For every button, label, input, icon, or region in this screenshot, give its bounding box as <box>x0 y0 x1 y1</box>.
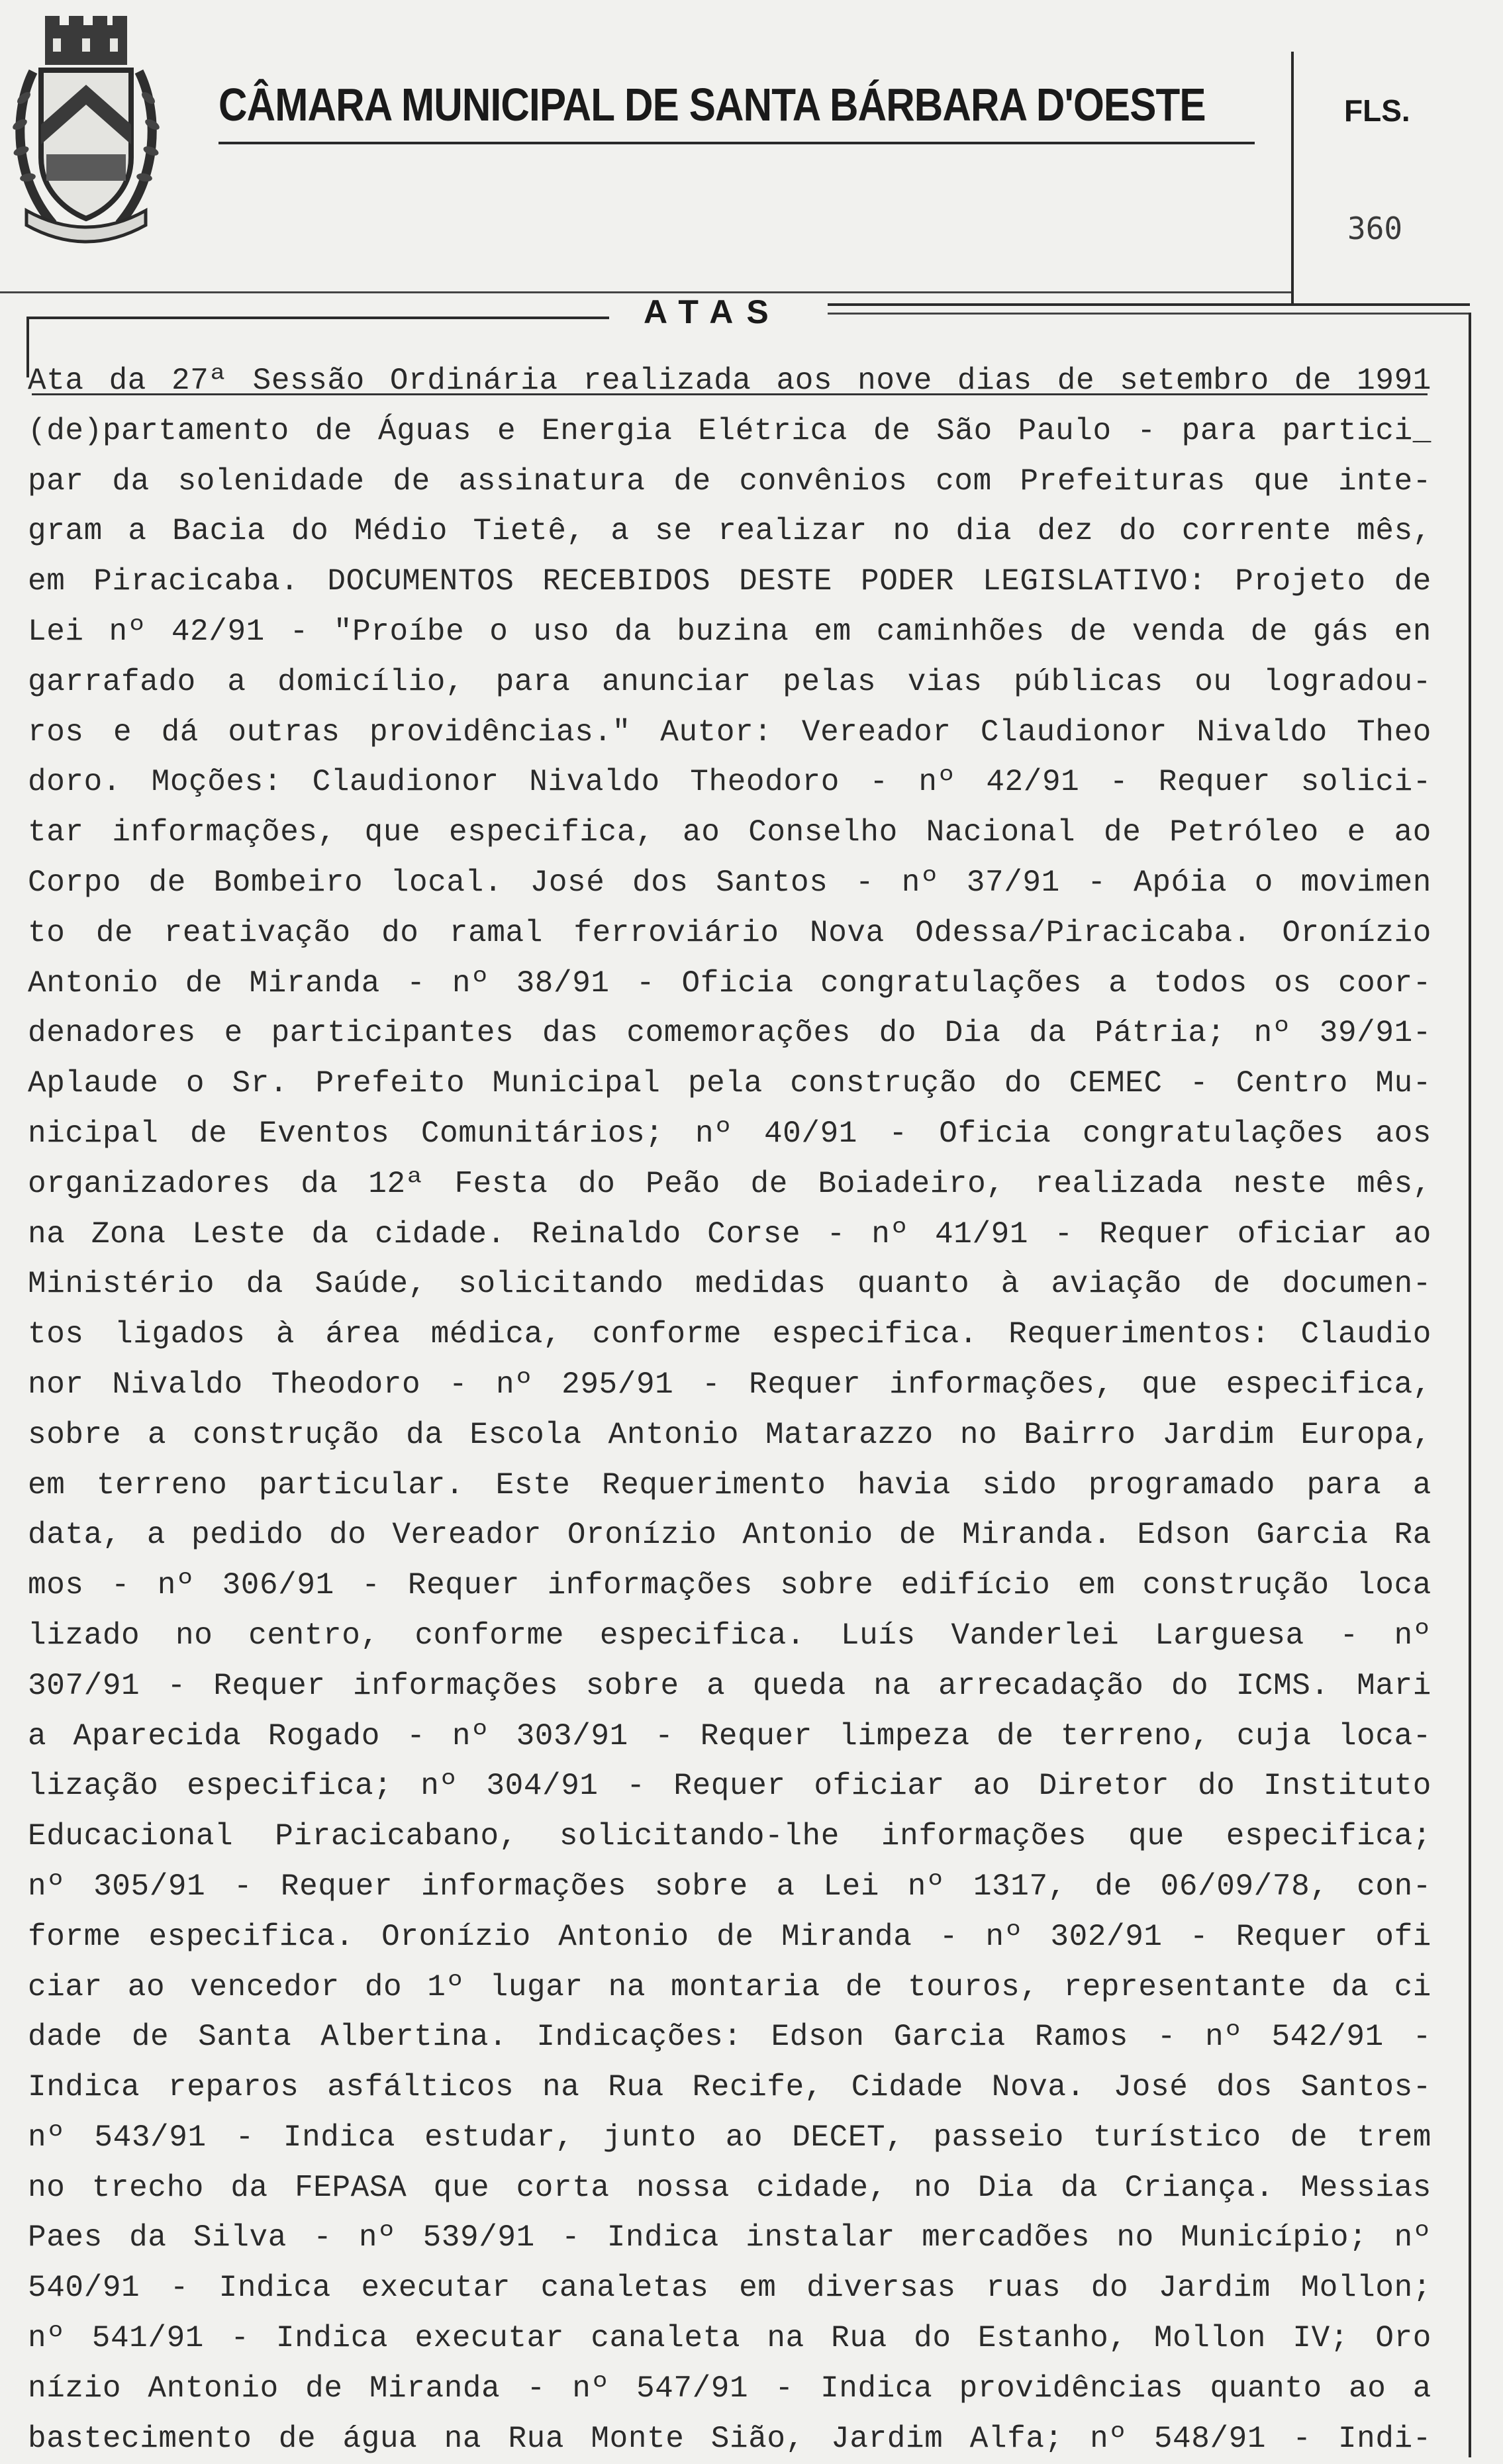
text-line: dade de Santa Albertina. Indicações: Edson Garcia Ramos - nº 542/91 - <box>28 2020 1431 2055</box>
text-line: nº 305/91 - Requer informações sobre a Lei nº 1317, de 06/09/78, con- <box>28 1869 1431 1904</box>
header-divider <box>1291 52 1294 303</box>
text-line: Lei nº 42/91 - "Proíbe o uso da buzina em caminhões de venda de gás en <box>28 614 1431 649</box>
text-line: Corpo de Bombeiro local. José dos Santos - nº 37/91 - Apóia o movimen <box>28 865 1431 900</box>
text-line: ciar ao vencedor do 1º lugar na montaria de touros, representante da ci <box>28 1969 1431 2004</box>
text-line: na Zona Leste da cidade. Reinaldo Corse - nº 41/91 - Requer oficiar ao <box>28 1216 1431 1252</box>
text-line: garrafado a domicílio, para anunciar pelas vias públicas ou logradou- <box>28 664 1431 699</box>
text-line: nº 541/91 - Indica executar canaleta na Rua do Estanho, Mollon IV; Oro <box>28 2321 1431 2356</box>
section-title: ATAS <box>644 293 782 330</box>
text-line: 307/91 - Requer informações sobre a queda na arrecadação do ICMS. Mari <box>28 1668 1431 1703</box>
text-line: em terreno particular. Este Requerimento havia sido programado para a <box>28 1467 1431 1503</box>
band-line-right-upper <box>828 313 1470 315</box>
text-line: nízio Antonio de Miranda - nº 547/91 - Indica providências quanto ao a <box>28 2371 1431 2406</box>
band-line-left <box>26 317 609 319</box>
folio-label: FLS. <box>1344 93 1410 128</box>
text-line: data, a pedido do Vereador Oronízio Antonio de Miranda. Edson Garcia Ra <box>28 1518 1431 1553</box>
municipal-crest-icon <box>7 12 166 250</box>
text-line: to de reativação do ramal ferroviário Nova Odessa/Piracicaba. Oronízio <box>28 915 1431 950</box>
institution-name: CÂMARA MUNICIPAL DE SANTA BÁRBARA D'OESTE <box>218 79 1206 130</box>
text-line: Ata da 27ª Sessão Ordinária realizada aos nove dias de setembro de 1991 <box>28 364 1431 398</box>
text-line: no trecho da FEPASA que corta nossa cidade, no Dia da Criança. Messias <box>28 2170 1431 2205</box>
text-line: Ministério da Saúde, solicitando medidas quanto à aviação de documen- <box>28 1267 1431 1302</box>
text-line: nº 543/91 - Indica estudar, junto ao DECET, passeio turístico de trem <box>28 2120 1431 2155</box>
text-line: bastecimento de água na Rua Monte Sião, Jardim Alfa; nº 548/91 - Indi- <box>28 2421 1431 2456</box>
text-line: tar informações, que especifica, ao Conselho Nacional de Petróleo e ao <box>28 815 1431 850</box>
text-line: gram a Bacia do Médio Tietê, a se realizar no dia dez do corrente mês, <box>28 514 1431 549</box>
text-line: mos - nº 306/91 - Requer informações sobre edifício em construção loca <box>28 1568 1431 1603</box>
text-line: forme especifica. Oronízio Antonio de Miranda - nº 302/91 - Requer ofi <box>28 1919 1431 1954</box>
text-line: (de)partamento de Águas e Energia Elétrica de São Paulo - para partici_ <box>28 413 1431 448</box>
text-line: tos ligados à área médica, conforme especifica. Requerimentos: Claudio <box>28 1317 1431 1352</box>
text-line: par da solenidade de assinatura de convênios com Prefeituras que inte- <box>28 464 1431 499</box>
text-line: Educacional Piracicabano, solicitando-lhe informações que especifica; <box>28 1819 1431 1854</box>
folio-number: 360 <box>1347 211 1403 246</box>
text-line: nicipal de Eventos Comunitários; nº 40/91 - Oficia congratulações aos <box>28 1116 1431 1151</box>
text-line: organizadores da 12ª Festa do Peão de Boiadeiro, realizada neste mês, <box>28 1166 1431 1201</box>
text-line: ros e dá outras providências." Autor: Vereador Claudionor Nivaldo Theo <box>28 715 1431 750</box>
text-line: doro. Moções: Claudionor Nivaldo Theodoro - nº 42/91 - Requer solici- <box>28 765 1431 800</box>
header-underline <box>218 142 1255 144</box>
text-line: 540/91 - Indica executar canaletas em diversas ruas do Jardim Mollon; <box>28 2271 1431 2306</box>
text-line: sobre a construção da Escola Antonio Matarazzo no Bairro Jardim Europa, <box>28 1417 1431 1452</box>
text-line: lização especifica; nº 304/91 - Requer oficiar ao Diretor do Instituto <box>28 1769 1431 1804</box>
page-border-right <box>1469 313 1471 2457</box>
text-line: denadores e participantes das comemorações do Dia da Pátria; nº 39/91- <box>28 1016 1431 1051</box>
minutes-body <box>28 356 1431 2464</box>
text-line: em Piracicaba. DOCUMENTOS RECEBIDOS DESTE PODER LEGISLATIVO: Projeto de <box>28 564 1431 599</box>
text-line: Indica reparos asfálticos na Rua Recife, Cidade Nova. José dos Santos- <box>28 2070 1431 2105</box>
text-line: lizado no centro, conforme especifica. Luís Vanderlei Larguesa - nº <box>28 1618 1431 1653</box>
text-line: Paes da Silva - nº 539/91 - Indica instalar mercadões no Município; nº <box>28 2220 1431 2255</box>
text-line: nor Nivaldo Theodoro - nº 295/91 - Requer informações, que especifica, <box>28 1367 1431 1402</box>
band-line-right <box>828 303 1470 306</box>
text-line: Antonio de Miranda - nº 38/91 - Oficia congratulações a todos os coor- <box>28 965 1431 1001</box>
text-line: Aplaude o Sr. Prefeito Municipal pela construção do CEMEC - Centro Mu- <box>28 1066 1431 1101</box>
text-line: a Aparecida Rogado - nº 303/91 - Requer limpeza de terreno, cuja loca- <box>28 1718 1431 1753</box>
